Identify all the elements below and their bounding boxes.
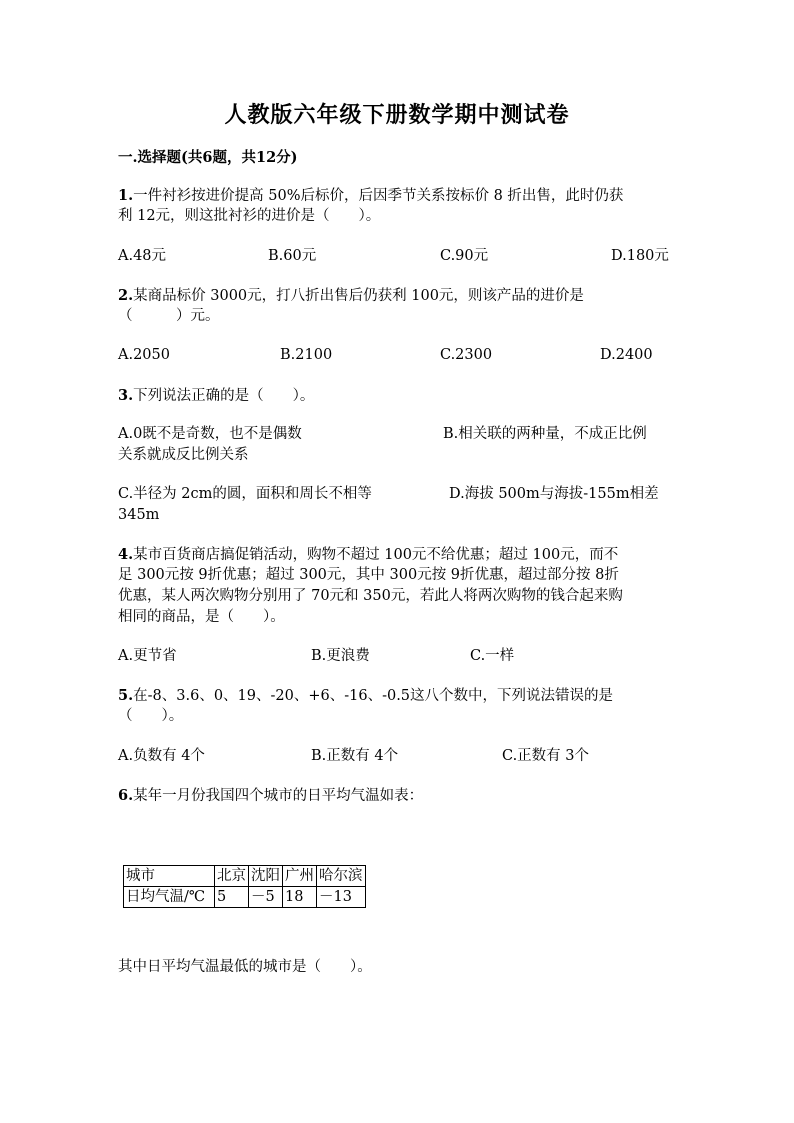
question-4-line-4: 相同的商品，是（ ）。 [118, 609, 285, 625]
option-a[interactable]: A.0既不是奇数，也不是偶数 [118, 426, 302, 442]
question-5-line-1: 5.在-8、3.6、0、19、-20、+6、-16、-0.5这八个数中，下列说法错误的是 [118, 687, 614, 704]
table-cell: －13 [317, 887, 366, 908]
table-row [124, 887, 366, 908]
question-2-line-1: 2.某商品标价 3000元，打八折出售后仍获利 100元，则该产品的进价是 [118, 287, 584, 304]
question-2-line-2: （ ）元。 [118, 308, 220, 324]
option-b[interactable]: B.2100 [280, 347, 333, 363]
question-5-line-2: （ ）。 [118, 708, 184, 724]
question-3-line-1: 3.下列说法正确的是（ ）。 [118, 387, 315, 404]
question-number: 5. [118, 687, 134, 704]
option-a[interactable]: A.48元 [118, 248, 167, 264]
option-a[interactable]: A.负数有 4个 [118, 748, 205, 764]
option-d-continued[interactable]: 345m [118, 507, 160, 523]
temperature-table [123, 865, 366, 908]
option-d[interactable]: D.2400 [600, 347, 653, 363]
option-b[interactable]: B.相关联的两种量，不成正比例 [443, 426, 647, 442]
question-1-line-2: 利 12元，则这批衬衫的进价是（ ）。 [118, 208, 381, 224]
table-cell: －5 [249, 887, 283, 908]
question-4-line-1: 4.某市百货商店搞促销活动，购物不超过 100元不给优惠；超过 100元，而不 [118, 546, 619, 563]
question-4-line-3: 优惠，某人两次购物分别用了 70元和 350元，若此人将两次购物的钱合起来购 [118, 588, 623, 604]
question-number: 1. [118, 187, 134, 204]
table-cell: 18 [283, 887, 317, 908]
question-number: 4. [118, 546, 134, 563]
option-a[interactable]: A.2050 [118, 347, 170, 363]
question-4-line-2: 足 300元按 9折优惠；超过 300元，其中 300元按 9折优惠，超过部分按 8折 [118, 567, 619, 583]
option-c[interactable]: C.一样 [470, 648, 515, 664]
table-cell: 日均气温/℃ [124, 887, 215, 908]
table-cell: 广州 [283, 866, 317, 887]
page-title: 人教版六年级下册数学期中测试卷 [224, 102, 570, 128]
table-cell: 北京 [215, 866, 249, 887]
option-b-continued[interactable]: 关系就成反比例关系 [118, 447, 249, 463]
option-c[interactable]: C.半径为 2cm的圆，面积和周长不相等 [118, 486, 372, 502]
table-cell: 哈尔滨 [317, 866, 366, 887]
option-c[interactable]: C.正数有 3个 [502, 748, 590, 764]
option-c[interactable]: C.90元 [440, 248, 489, 264]
table-cell: 5 [215, 887, 249, 908]
question-number: 3. [118, 387, 134, 404]
table-header-row [124, 866, 366, 887]
question-1-line-1: 1.一件衬衫按进价提高 50%后标价，后因季节关系按标价 8 折出售，此时仍获 [118, 187, 624, 204]
option-d[interactable]: D.海拔 500m与海拔-155m相差 [449, 486, 659, 502]
option-a[interactable]: A.更节省 [118, 648, 177, 664]
section-heading: 一.选择题(共6题，共12分) [118, 149, 298, 166]
question-6-follow-up: 其中日平均气温最低的城市是（ ）。 [118, 959, 372, 975]
question-6-line-1: 6.某年一月份我国四个城市的日平均气温如表： [118, 787, 424, 804]
table-cell: 沈阳 [249, 866, 283, 887]
option-d[interactable]: D.180元 [611, 248, 669, 264]
option-b[interactable]: B.更浪费 [311, 648, 370, 664]
option-b[interactable]: B.60元 [268, 248, 317, 264]
question-number: 2. [118, 287, 134, 304]
option-c[interactable]: C.2300 [440, 347, 493, 363]
option-b[interactable]: B.正数有 4个 [311, 748, 399, 764]
table-cell: 城市 [124, 866, 215, 887]
question-number: 6. [118, 787, 134, 804]
